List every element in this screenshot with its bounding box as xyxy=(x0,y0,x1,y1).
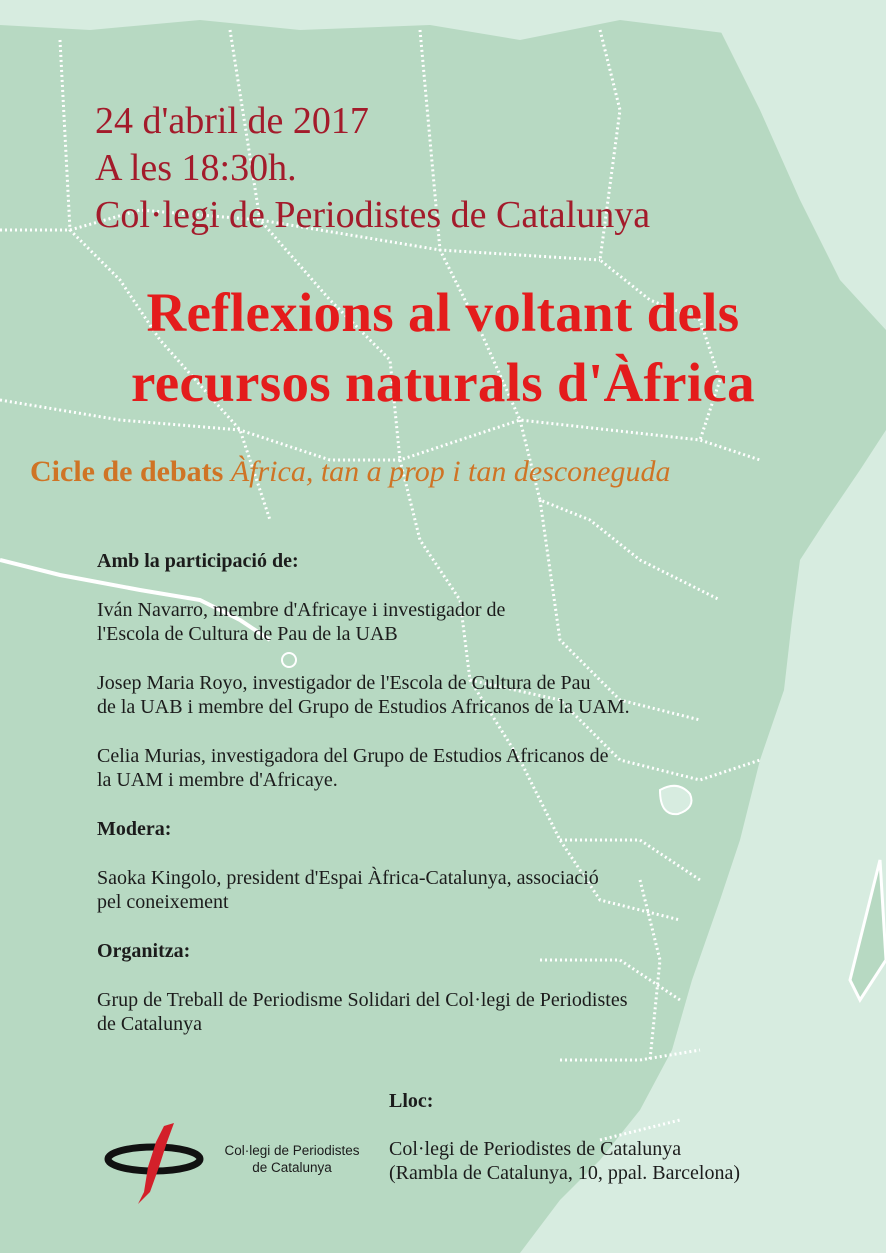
event-time: A les 18:30h. xyxy=(95,147,297,189)
participant-2-line-2: de la UAB i membre del Grupo de Estudios Africanos de la UAM. xyxy=(97,696,630,718)
program-details xyxy=(97,549,817,1036)
cycle-name: Àfrica, tan a prop i tan desconeguda xyxy=(230,455,671,488)
participant-1-line-2: l'Escola de Cultura de Pau de la UAB xyxy=(97,623,398,645)
logo-line-2: de Catalunya xyxy=(252,1160,332,1175)
participant-2 xyxy=(97,671,817,719)
organizer-heading: Organitza: xyxy=(97,940,191,962)
location-line-2: (Rambla de Catalunya, 10, ppal. Barcelona) xyxy=(389,1162,740,1184)
participant-3-line-2: la UAM i membre d'Africaye. xyxy=(97,769,338,791)
event-venue: Col·legi de Periodistes de Catalunya xyxy=(95,194,651,236)
location-heading: Lloc: xyxy=(389,1090,434,1112)
moderator-line-1: Saoka Kingolo, president d'Espai Àfrica-Catalunya, associació xyxy=(97,867,599,889)
participants-heading: Amb la participació de: xyxy=(97,550,299,572)
madagascar xyxy=(850,860,886,1000)
title-line-1: Reflexions al voltant dels xyxy=(146,282,740,343)
participant-2-line-1: Josep Maria Royo, investigador de l'Escola de Cultura de Pau xyxy=(97,672,591,694)
debate-cycle xyxy=(30,454,870,490)
logo-mark-icon xyxy=(104,1122,214,1207)
title-line-2: recursos naturals d'Àfrica xyxy=(131,352,755,413)
periodistes-logo xyxy=(104,1122,374,1207)
poster-title xyxy=(0,278,886,418)
event-details xyxy=(95,98,650,239)
participant-1-line-1: Iván Navarro, membre d'Africaye i investigador de xyxy=(97,599,506,621)
logo-wordmark xyxy=(212,1142,372,1176)
location-block xyxy=(389,1089,859,1185)
organizer-line-2: de Catalunya xyxy=(97,1013,202,1035)
cycle-label: Cicle de debats xyxy=(30,455,224,488)
location-line-1: Col·legi de Periodistes de Catalunya xyxy=(389,1138,682,1160)
participant-3 xyxy=(97,744,817,792)
logo-line-1: Col·legi de Periodistes xyxy=(224,1143,360,1158)
moderator-heading: Modera: xyxy=(97,818,172,840)
moderator-line-2: pel coneixement xyxy=(97,891,229,913)
organizer-line-1: Grup de Treball de Periodisme Solidari del Col·legi de Periodistes xyxy=(97,989,628,1011)
participant-3-line-1: Celia Murias, investigadora del Grupo de Estudios Africanos de xyxy=(97,745,609,767)
participant-1 xyxy=(97,598,817,646)
moderator-text xyxy=(97,866,817,914)
event-date: 24 d'abril de 2017 xyxy=(95,100,369,142)
organizer-text xyxy=(97,988,817,1036)
